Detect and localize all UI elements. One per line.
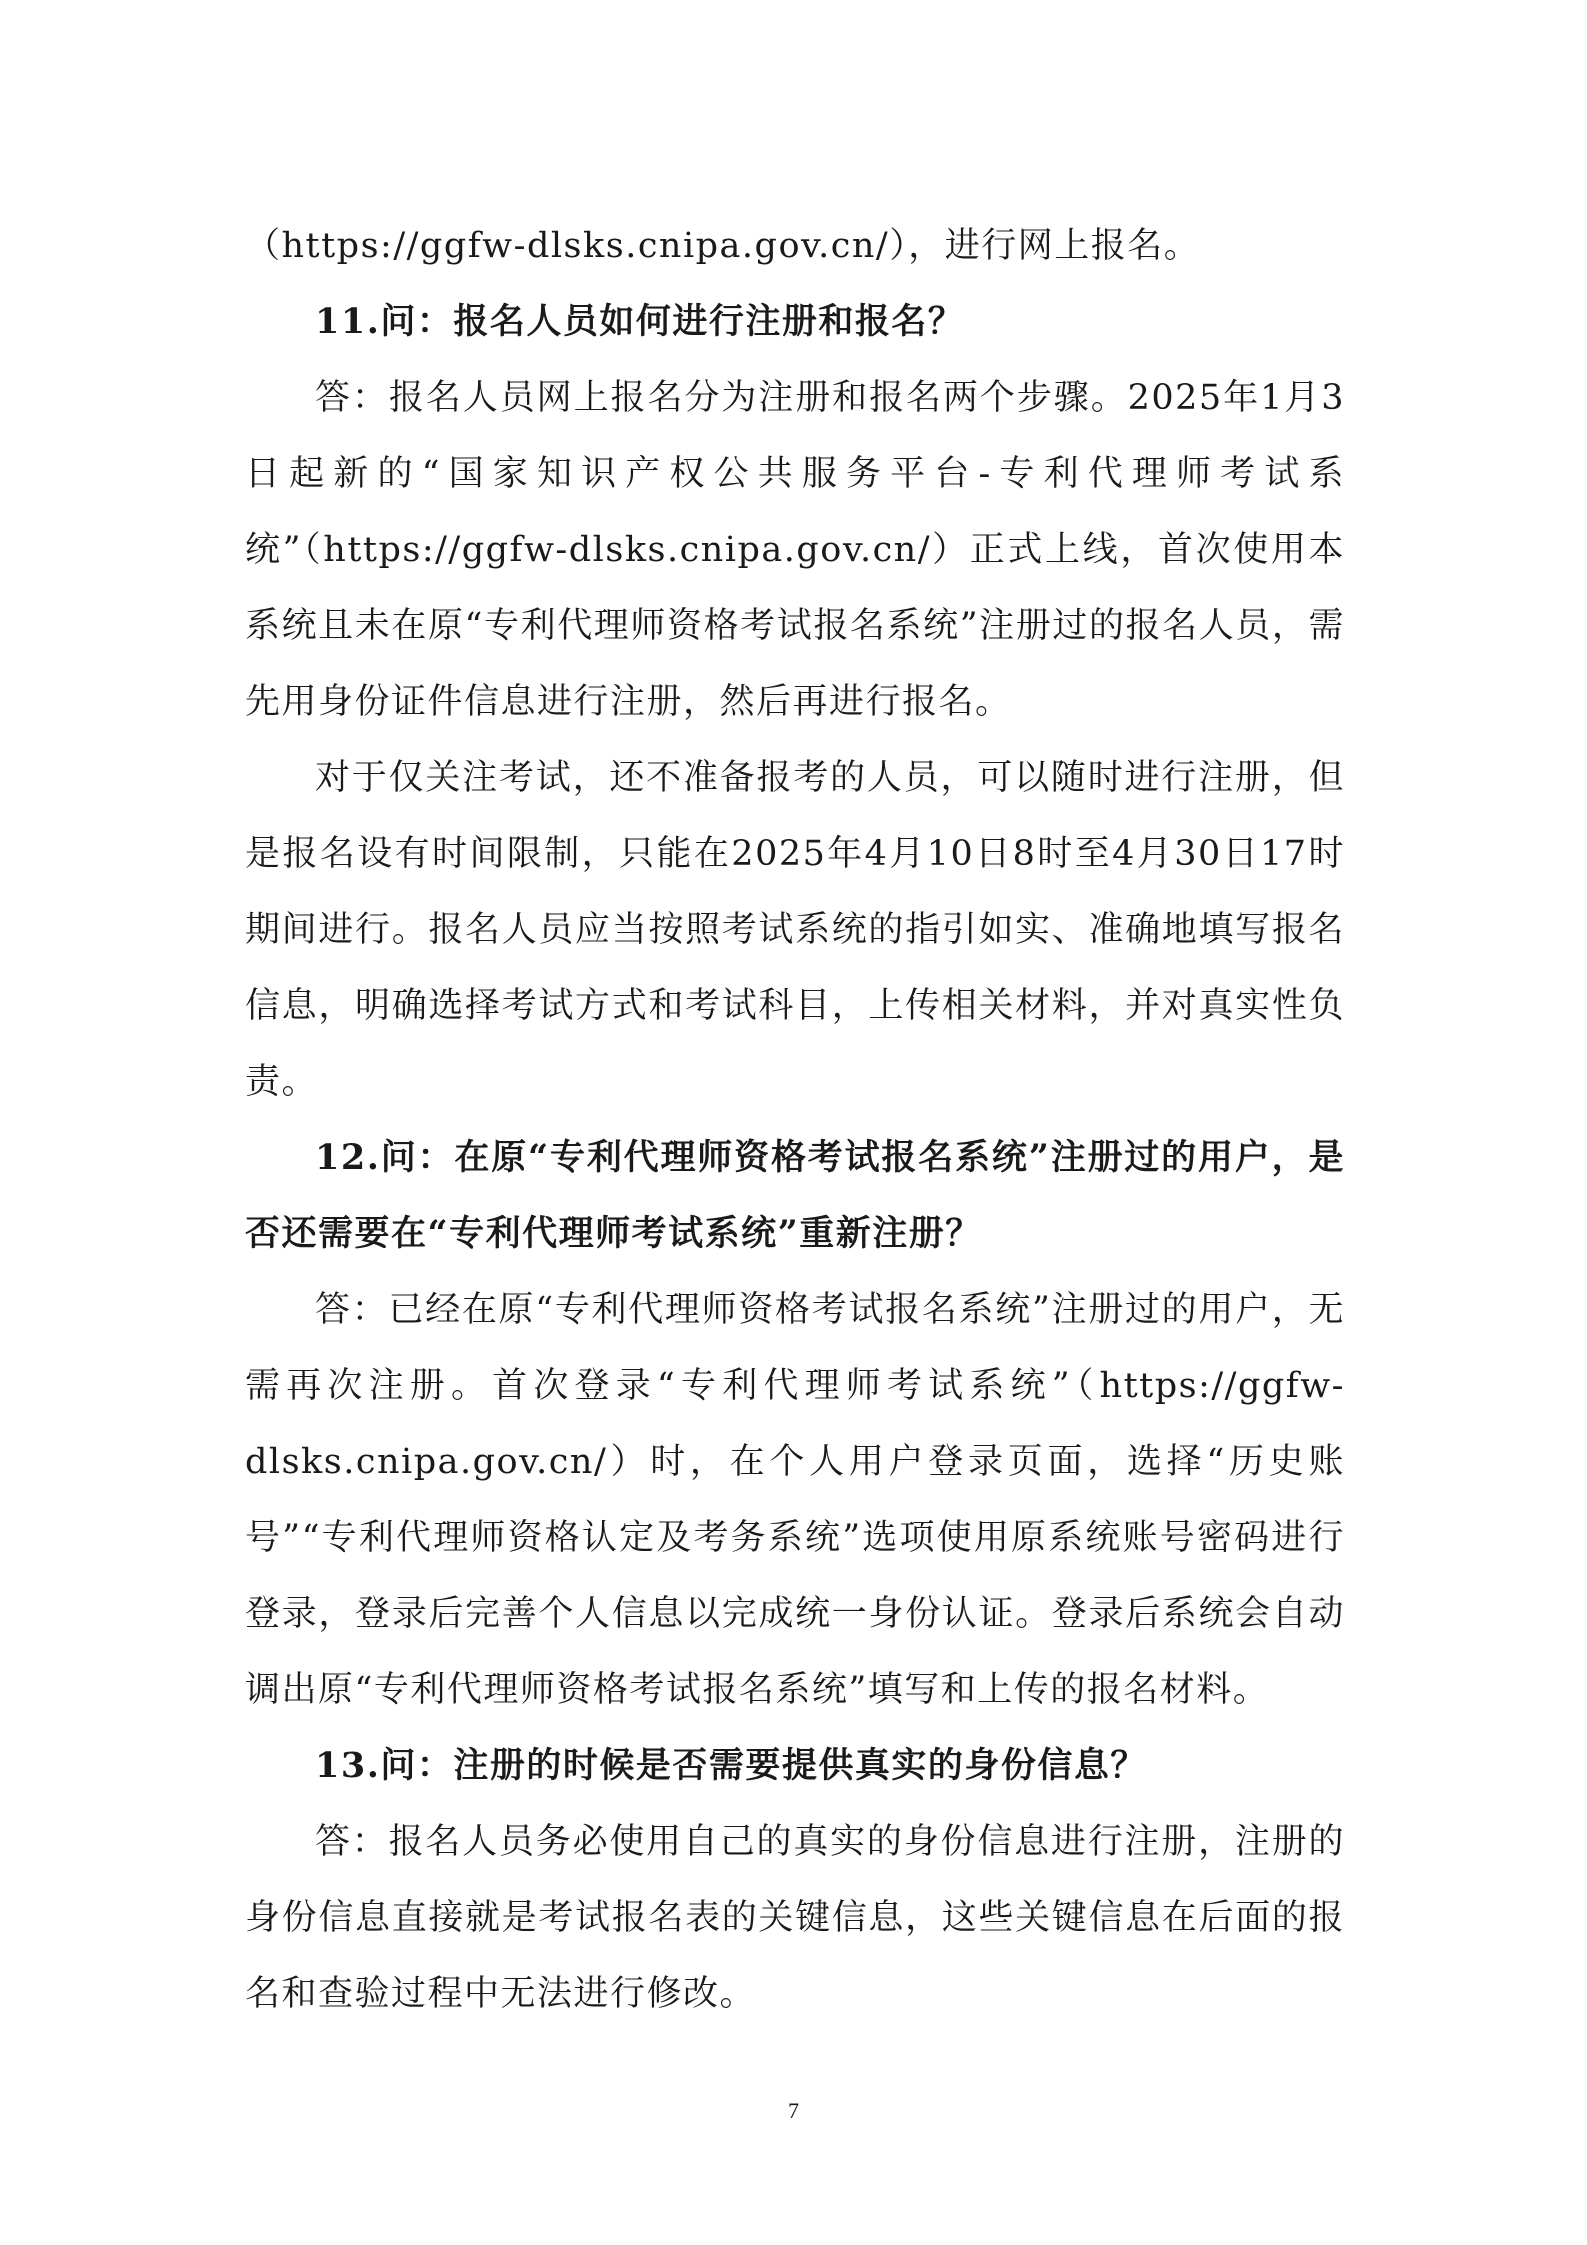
answer-text: 答：报名人员网上报名分为注册和报名两个步骤。2025年1月3日起新的“国家知识产权公共服务平台-专利代理师考试系统”（https://ggfw-dlsks.cnipa.gov.cn/）正式上线，首次使用本系统且未在原“专利代理师资格考试报名系统”注册过的报名人员，需先用身份证件信息进行注册，然后再进行报名。 — [245, 378, 1345, 722]
answer-text: 答：报名人员务必使用自己的真实的身份信息进行注册，注册的身份信息直接就是考试报名表的关键信息，这些关键信息在后面的报名和查验过程中无法进行修改。 — [245, 1822, 1345, 2014]
paragraph-text: （https://ggfw-dlsks.cnipa.gov.cn/），进行网上报名。 — [245, 226, 1201, 266]
question-13 — [245, 1728, 1345, 1804]
question-12 — [245, 1120, 1345, 1272]
answer-text: 对于仅关注考试，还不准备报考的人员，可以随时进行注册，但是报名设有时间限制，只能在2025年4月10日8时至4月30日17时期间进行。报名人员应当按照考试系统的指引如实、准确地填写报名信息，明确选择考试方式和考试科目，上传相关材料，并对真实性负责。 — [245, 758, 1345, 1102]
page-content — [245, 208, 1345, 2032]
question-number: 13. — [315, 1745, 381, 1786]
question-text: 问：注册的时候是否需要提供真实的身份信息？ — [380, 1745, 1147, 1786]
answer-12 — [245, 1272, 1345, 1728]
page-number: 7 — [788, 2098, 799, 2123]
answer-text: 答：已经在原“专利代理师资格考试报名系统”注册过的用户，无需再次注册。首次登录“专利代理师考试系统”（https://ggfw-dlsks.cnipa.gov.cn/）时，在个人用户登录页面，选择“历史账号”“专利代理师资格认定及考务系统”选项使用原系统账号密码进行登录，登录后完善个人信息以完成统一身份认证。登录后系统会自动调出原“专利代理师资格考试报名系统”填写和上传的报名材料。 — [245, 1290, 1345, 1710]
question-number: 12. — [315, 1137, 381, 1178]
paragraph-url-continuation — [245, 208, 1345, 284]
answer-11-part-2 — [245, 740, 1345, 1120]
question-text: 问：报名人员如何进行注册和报名？ — [380, 301, 965, 342]
answer-13 — [245, 1804, 1345, 2032]
question-11 — [245, 284, 1345, 360]
question-text: 问：在原“专利代理师资格考试报名系统”注册过的用户，是否还需要在“专利代理师考试系统”重新注册？ — [245, 1137, 1345, 1254]
question-number: 11. — [315, 301, 381, 342]
answer-11-part-1 — [245, 360, 1345, 740]
